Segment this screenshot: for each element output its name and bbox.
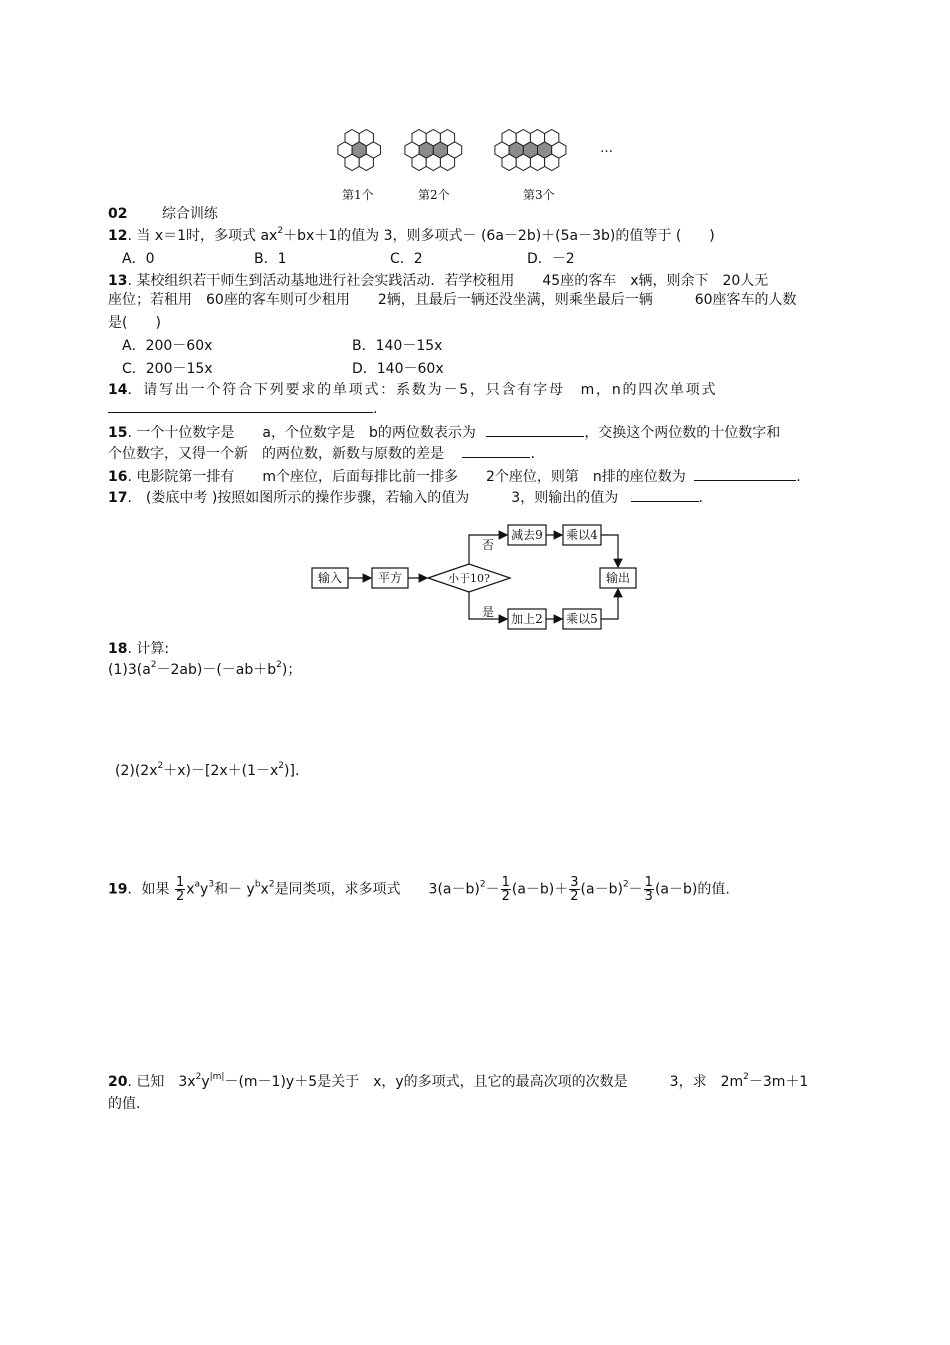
flowchart-output-label: 输出 (605, 571, 631, 585)
question-number: 18 (108, 641, 128, 657)
q12-option-b: B．1 (254, 251, 287, 267)
q12-option-d: D．－2 (527, 251, 575, 267)
exponent: 2 (150, 660, 157, 670)
fraction: $\frac{1}{3}$ (644, 875, 653, 904)
figure-ellipsis: … (600, 141, 613, 156)
expression: (2)(2x (115, 763, 158, 779)
question-text: . (娄底中考 )按照如图所示的操作步骤，若输入的值为 3，则输出的值为 (127, 490, 619, 506)
flowchart-no-label: 否 (482, 538, 495, 552)
question-18 (108, 638, 169, 658)
answer-blank (108, 400, 373, 413)
question-text: . 某校组织若干师生到活动基地进行社会实践活动．若学校租用 45座的客车 x辆，则余下 20人无 (127, 273, 769, 289)
answer-blank (631, 489, 699, 502)
section-title: 综合训练 (161, 206, 218, 222)
question-text: 个位数字，又得一个新 的两位数，新数与原数的差是 (108, 446, 444, 462)
question-18-part-2 (115, 760, 299, 780)
question-14-answer-line (108, 400, 377, 417)
flowchart-times5-label: 乘以5 (566, 612, 598, 626)
exponent: 2 (277, 226, 284, 236)
question-text: ．如果 (127, 881, 170, 898)
section-number: 02 (108, 206, 128, 222)
question-text: . 已知 3x (127, 1074, 196, 1090)
figure-label-3: 第3个 (523, 188, 555, 202)
hexagon (426, 154, 440, 170)
expression: －2ab)－(－ab＋b (156, 662, 277, 678)
question-text: ，交换这个两位数的十位数字和 (584, 425, 781, 441)
question-20: 20. 已知 $3x^2y^{|m|}-(m-1)y+5$是关于 x，y的多项式，且它的最高次项的次数是 3，求 $2m^2-3m+1$ (108, 1072, 809, 1090)
hexagon-pattern-figure (330, 125, 630, 175)
question-19: 19．如果 $\frac{1}{2}$ $x^ay^3$和－ $y^bx^2$是同类项，求多项式 $3(a-b)^2-$ $\frac{1}{2}$ (a－b)＋ $\frac{3}{2}$ $(a-b)^2-$ $\frac{1}{3}$ (a－b)的值. (108, 875, 730, 904)
hexagon (426, 130, 440, 146)
hexagon (440, 130, 454, 146)
hexagon (345, 130, 359, 146)
hexagon (530, 154, 544, 170)
figure-label-2: 第2个 (418, 188, 450, 202)
hexagon-group (338, 130, 566, 171)
hexagon (545, 154, 559, 170)
punctuation: . (530, 446, 535, 462)
flowchart-yes-label: 是 (482, 605, 495, 619)
question-18-part-1 (108, 659, 301, 679)
question-13-line-2: 座位；若租用 60座的客车则可少租用 2辆，且最后一辆还没坐满，则乘坐最后一辆 60座客车的人数 (108, 292, 797, 308)
hexagon (516, 154, 530, 170)
flowchart-condition-label: 小于10? (448, 572, 490, 585)
exponent: 2 (278, 761, 285, 771)
question-12 (108, 225, 715, 245)
hexagon (412, 154, 426, 170)
question-17 (108, 487, 703, 507)
flowchart-square-label: 平方 (377, 571, 403, 585)
hexagon (412, 130, 426, 146)
question-text: . 电影院第一排有 m个座位，后面每排比前一排多 2个座位，则第 n排的座位数为 (127, 469, 686, 485)
question-number: 16 (108, 469, 128, 485)
punctuation: . (796, 469, 801, 485)
fraction: $\frac{3}{2}$ (570, 875, 579, 904)
question-number: 15 (108, 425, 128, 441)
flowchart-input-label: 输入 (317, 571, 343, 585)
question-15-line-1 (108, 422, 780, 442)
exponent: 2 (276, 660, 282, 670)
figure-label-1: 第1个 (342, 188, 374, 202)
answer-blank (486, 424, 584, 437)
expression: )]. (284, 763, 300, 779)
question-14 (108, 379, 717, 399)
question-number: 17 (108, 490, 128, 506)
question-text: . 当 x＝1时，多项式 ax (127, 228, 278, 244)
flowchart-minus9-label: 减去9 (511, 528, 543, 542)
q13-option-c: C．200－15x (122, 361, 213, 377)
q13-option-d: D．140－60x (352, 361, 444, 377)
question-number: 13 (108, 273, 128, 289)
question-text: ＋bx＋1的值为 3，则多项式－ (6a－2b)＋(5a－3b)的值等于 ( ) (283, 228, 715, 244)
hexagon (530, 130, 544, 146)
expression: ＋x)－[2x＋(1－x (163, 763, 279, 779)
fraction: $\frac{1}{2}$ (175, 875, 185, 904)
flowchart-times4-label: 乘以4 (566, 528, 598, 542)
hexagon (345, 154, 359, 170)
exponent: 2 (157, 761, 164, 771)
q12-option-c: C．2 (390, 251, 423, 267)
question-16 (108, 466, 801, 486)
hexagon (502, 154, 516, 170)
q13-option-b: B．140－15x (352, 338, 443, 354)
hexagon (440, 154, 454, 170)
fraction: $\frac{1}{2}$ (501, 875, 510, 904)
hexagon (359, 130, 373, 146)
flowchart (300, 515, 650, 635)
question-13-line-1 (108, 270, 768, 290)
question-number: 20 (108, 1074, 128, 1090)
question-text: . 计算: (127, 641, 170, 657)
q12-option-a: A．0 (122, 251, 155, 267)
question-20-line-2: 的值. (108, 1096, 141, 1112)
expression: (1)3(a (108, 662, 151, 678)
hexagon (516, 130, 530, 146)
answer-blank (462, 445, 530, 458)
question-number: 14 (108, 382, 128, 398)
question-number: 19 (108, 881, 128, 898)
punctuation: . (373, 401, 378, 417)
question-text: . 一个十位数字是 a，个位数字是 b的两位数表示为 (127, 425, 476, 441)
expression: )； (281, 662, 302, 678)
hexagon (502, 130, 516, 146)
flowchart-plus2-label: 加上2 (511, 612, 543, 626)
q13-option-a: A．200－60x (122, 338, 213, 354)
question-text: ．请写出一个符合下列要求的单项式：系数为－5，只含有字母 m，n的四次单项式 (127, 382, 718, 398)
hexagon (545, 130, 559, 146)
section-header (108, 203, 218, 223)
hexagon (359, 154, 373, 170)
punctuation: . (698, 490, 704, 506)
question-15-line-2 (108, 443, 535, 463)
answer-blank (694, 468, 796, 481)
question-number: 12 (108, 228, 128, 244)
question-13-line-3: 是( ) (108, 315, 161, 331)
